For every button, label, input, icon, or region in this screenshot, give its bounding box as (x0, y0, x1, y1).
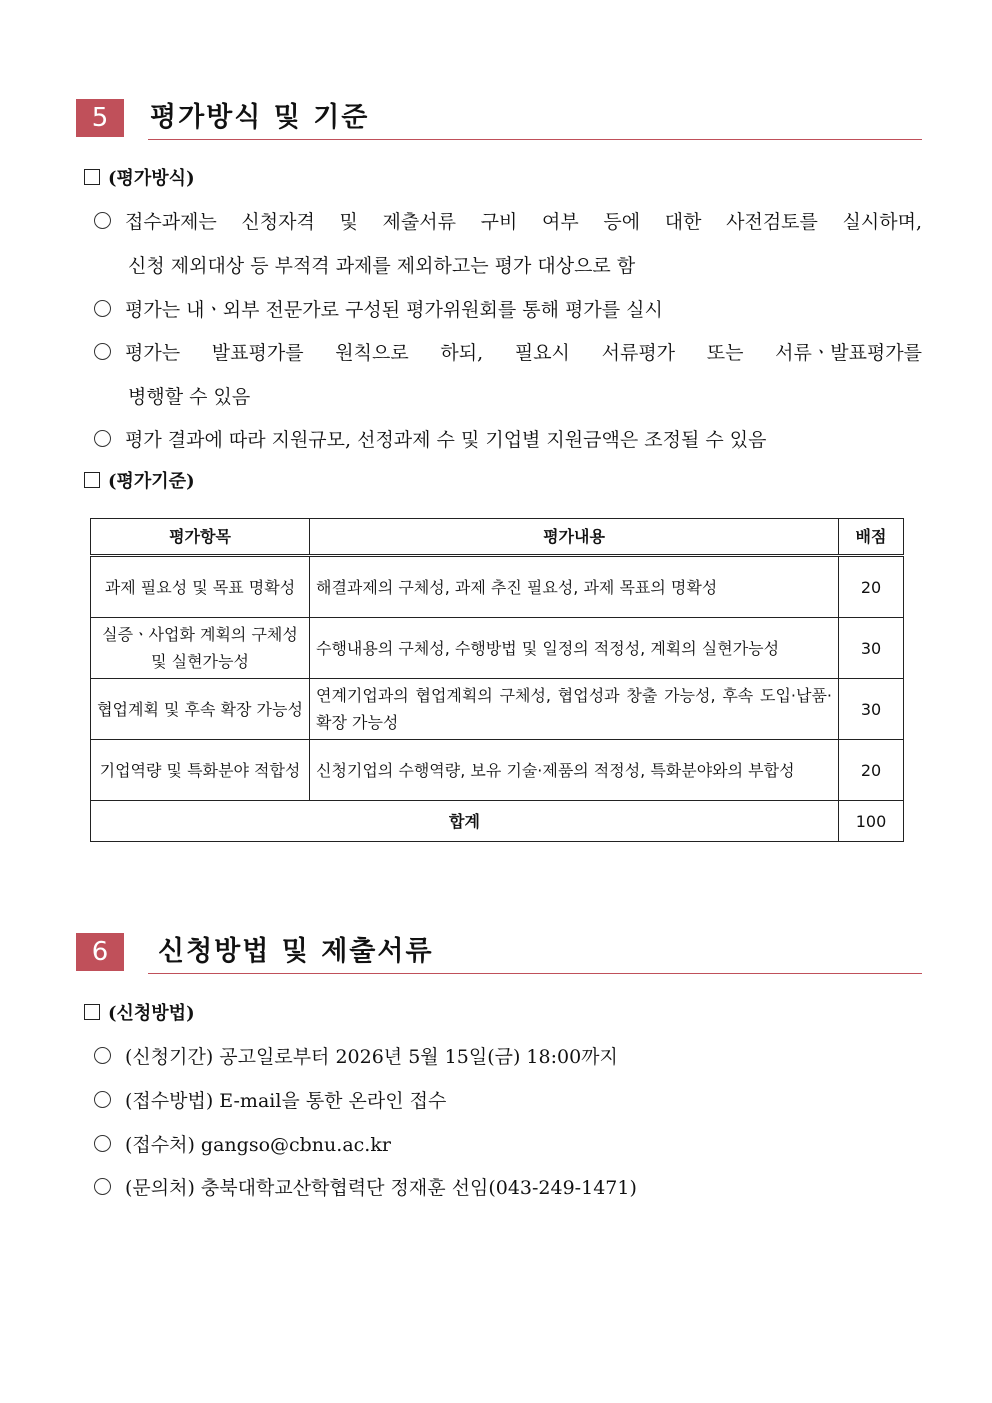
circle-bullet-icon (94, 430, 111, 447)
list-item-text: (접수방법) E-mail을 통한 온라인 접수 (125, 1090, 447, 1112)
cell-content: 해결과제의 구체성, 과제 추진 필요성, 과제 목표의 명확성 (310, 556, 839, 618)
list-item (94, 1043, 922, 1071)
subheading-criteria (84, 470, 195, 494)
cell-item: 협업계획 및 후속 확장 가능성 (91, 679, 310, 740)
list-item (94, 339, 922, 411)
list-item-text: 접수과제는 신청자격 및 제출서류 구비 여부 등에 대한 사전검토를 실시하며, (125, 211, 922, 233)
header-item: 평가항목 (91, 519, 310, 556)
table-total-row (91, 801, 904, 842)
list-item-text: (문의처) 충북대학교산학협력단 정재훈 선임(043-249-1471) (125, 1177, 637, 1199)
subheading-label: (평가방식) (108, 168, 195, 189)
list-item (94, 1174, 922, 1202)
cell-content: 신청기업의 수행역량, 보유 기술·제품의 적정성, 특화분야와의 부합성 (310, 740, 839, 801)
circle-bullet-icon (94, 1135, 111, 1152)
subheading-label: (평가기준) (108, 471, 195, 492)
circle-bullet-icon (94, 343, 111, 360)
circle-bullet-icon (94, 1178, 111, 1195)
checkbox-square-icon (84, 472, 100, 488)
table-row (91, 740, 904, 801)
cell-score: 20 (839, 556, 904, 618)
list-item (94, 208, 922, 280)
list-item-text: (접수처) gangso@cbnu.ac.kr (125, 1134, 391, 1156)
cell-content: 연계기업과의 협업계획의 구체성, 협업성과 창출 가능성, 후속 도입·납품·확장 가능성 (310, 679, 839, 740)
list-item-text: 평가는 내ㆍ외부 전문가로 구성된 평가위원회를 통해 평가를 실시 (125, 299, 663, 321)
section-title: 평가방식 및 기준 (150, 102, 370, 133)
circle-bullet-icon (94, 212, 111, 229)
cell-total-label: 합계 (91, 801, 839, 842)
list-item (94, 1131, 922, 1159)
checkbox-square-icon (84, 1004, 100, 1020)
section-title: 신청방법 및 제출서류 (158, 936, 434, 967)
list-item-text: 평가 결과에 따라 지원규모, 선정과제 수 및 기업별 지원금액은 조정될 수 있음 (125, 429, 767, 451)
circle-bullet-icon (94, 300, 111, 317)
header-content: 평가내용 (310, 519, 839, 556)
cell-total-score: 100 (839, 801, 904, 842)
cell-score: 30 (839, 679, 904, 740)
cell-item: 과제 필요성 및 목표 명확성 (91, 556, 310, 618)
table-row (91, 618, 904, 679)
circle-bullet-icon (94, 1091, 111, 1108)
list-item (94, 426, 922, 454)
section-number: 6 (76, 933, 124, 971)
section-divider (148, 973, 922, 974)
list-item (94, 296, 922, 324)
section-number: 5 (76, 99, 124, 137)
evaluation-criteria-table (90, 518, 904, 842)
checkbox-square-icon (84, 169, 100, 185)
cell-content: 수행내용의 구체성, 수행방법 및 일정의 적정성, 계획의 실현가능성 (310, 618, 839, 679)
list-item-text: (신청기간) 공고일로부터 2026년 5월 15일(금) 18:00까지 (125, 1046, 618, 1068)
subheading-method (84, 167, 195, 191)
list-item-text: 평가는 발표평가를 원칙으로 하되, 필요시 서류평가 또는 서류ㆍ발표평가를 (125, 342, 922, 364)
cell-item: 실증ㆍ사업화 계획의 구체성 및 실현가능성 (91, 618, 310, 679)
list-item-continuation: 신청 제외대상 등 부적격 과제를 제외하고는 평가 대상으로 함 (128, 255, 636, 277)
table-row (91, 679, 904, 740)
section-5-header (76, 99, 922, 139)
circle-bullet-icon (94, 1047, 111, 1064)
table-header-row (91, 519, 904, 556)
subheading-application (84, 1002, 195, 1026)
section-divider (148, 139, 922, 140)
section-6-header (76, 933, 922, 973)
header-score: 배점 (839, 519, 904, 556)
cell-item: 기업역량 및 특화분야 적합성 (91, 740, 310, 801)
cell-score: 20 (839, 740, 904, 801)
list-item (94, 1087, 922, 1115)
list-item-continuation: 병행할 수 있음 (128, 386, 251, 408)
subheading-label: (신청방법) (108, 1003, 195, 1024)
cell-score: 30 (839, 618, 904, 679)
table-row (91, 556, 904, 618)
